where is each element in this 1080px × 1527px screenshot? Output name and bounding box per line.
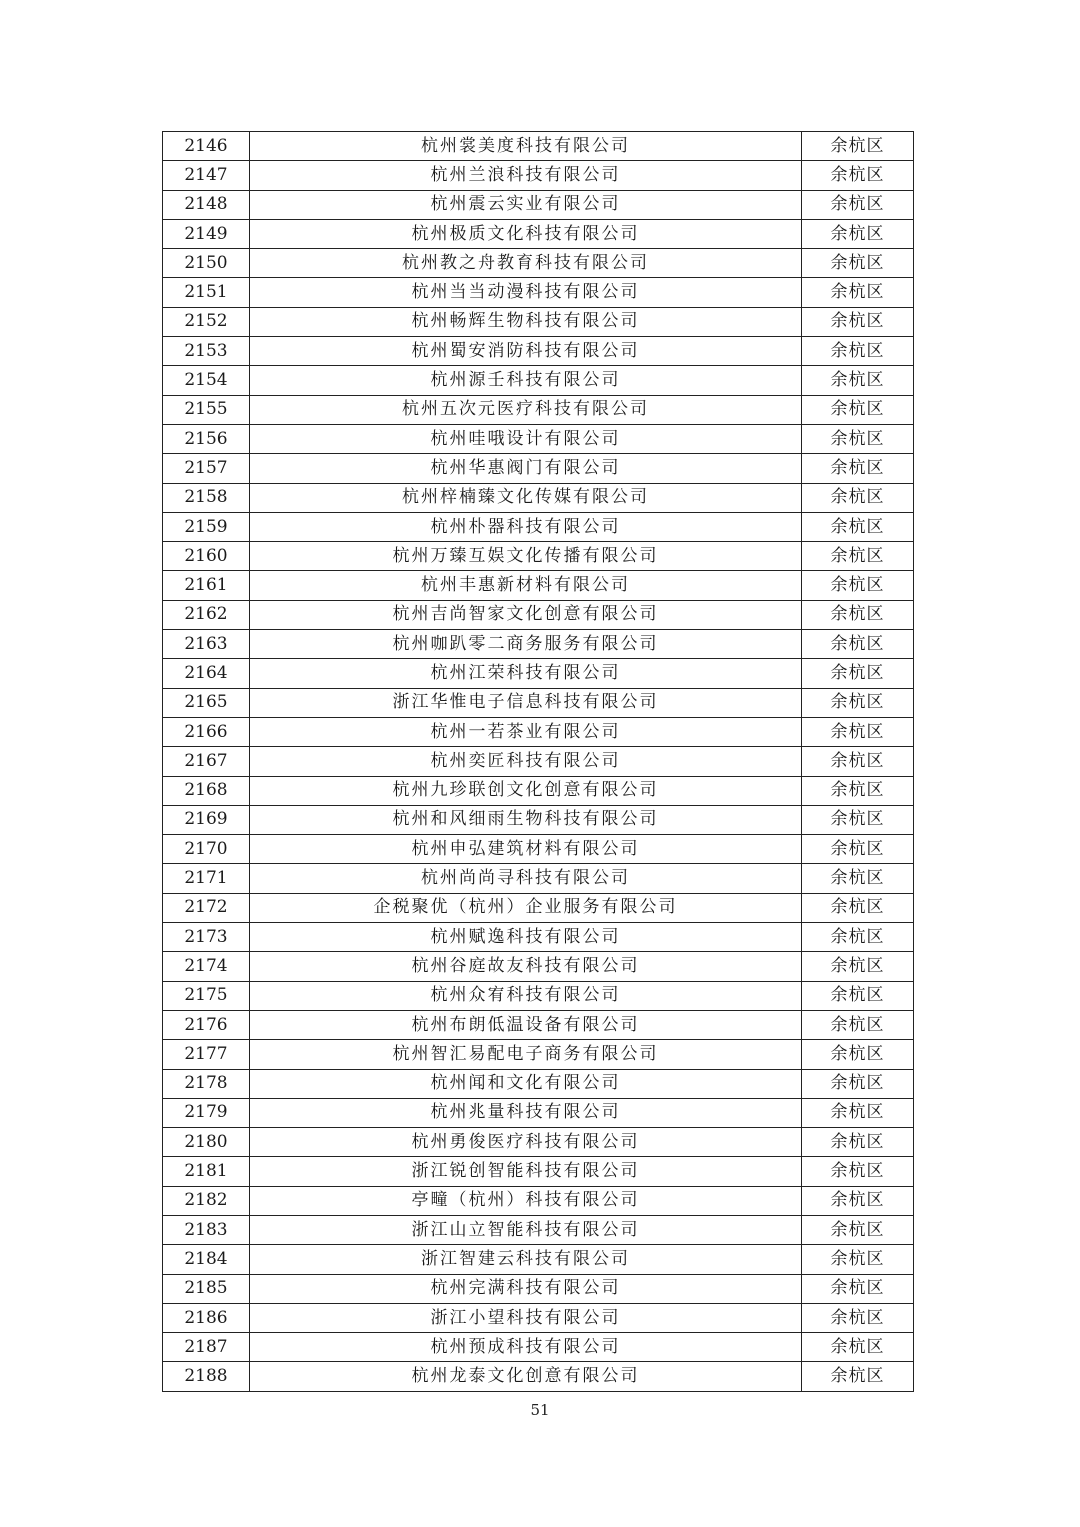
table-row: [163, 1245, 914, 1274]
company-name-cell: 杭州教之舟教育科技有限公司: [250, 249, 802, 278]
company-name-cell: 杭州奕匠科技有限公司: [250, 747, 802, 776]
district-cell: 余杭区: [802, 161, 914, 190]
company-name-cell: 杭州吉尚智家文化创意有限公司: [250, 600, 802, 629]
company-name-cell: 杭州咖趴零二商务服务有限公司: [250, 630, 802, 659]
table-row: [163, 483, 914, 512]
table-row: [163, 1333, 914, 1362]
row-number-cell: 2159: [163, 512, 250, 541]
company-name-cell: 杭州震云实业有限公司: [250, 190, 802, 219]
district-cell: 余杭区: [802, 424, 914, 453]
table-row: [163, 190, 914, 219]
table-row: [163, 542, 914, 571]
row-number-cell: 2180: [163, 1128, 250, 1157]
row-number-cell: 2149: [163, 219, 250, 248]
company-name-cell: 杭州一若茶业有限公司: [250, 717, 802, 746]
row-number-cell: 2183: [163, 1215, 250, 1244]
table-row: [163, 747, 914, 776]
row-number-cell: 2172: [163, 893, 250, 922]
table-row: [163, 1362, 914, 1391]
district-cell: 余杭区: [802, 893, 914, 922]
row-number-cell: 2177: [163, 1040, 250, 1069]
company-name-cell: 浙江华惟电子信息科技有限公司: [250, 688, 802, 717]
table-row: [163, 424, 914, 453]
row-number-cell: 2158: [163, 483, 250, 512]
district-cell: 余杭区: [802, 366, 914, 395]
row-number-cell: 2154: [163, 366, 250, 395]
company-name-cell: 杭州勇俊医疗科技有限公司: [250, 1128, 802, 1157]
company-name-cell: 杭州完满科技有限公司: [250, 1274, 802, 1303]
company-name-cell: 杭州丰惠新材料有限公司: [250, 571, 802, 600]
row-number-cell: 2153: [163, 337, 250, 366]
district-cell: 余杭区: [802, 952, 914, 981]
row-number-cell: 2175: [163, 981, 250, 1010]
table-row: [163, 776, 914, 805]
table-row: [163, 688, 914, 717]
district-cell: 余杭区: [802, 249, 914, 278]
row-number-cell: 2169: [163, 805, 250, 834]
district-cell: 余杭区: [802, 571, 914, 600]
company-name-cell: 杭州五次元医疗科技有限公司: [250, 395, 802, 424]
row-number-cell: 2186: [163, 1303, 250, 1332]
company-name-cell: 杭州华惠阀门有限公司: [250, 454, 802, 483]
company-name-cell: 杭州万臻互娱文化传播有限公司: [250, 542, 802, 571]
district-cell: 余杭区: [802, 1245, 914, 1274]
company-name-cell: 杭州当当动漫科技有限公司: [250, 278, 802, 307]
table-row: [163, 893, 914, 922]
table-row: [163, 1040, 914, 1069]
district-cell: 余杭区: [802, 864, 914, 893]
district-cell: 余杭区: [802, 805, 914, 834]
table-row: [163, 717, 914, 746]
row-number-cell: 2168: [163, 776, 250, 805]
company-name-cell: 杭州申弘建筑材料有限公司: [250, 835, 802, 864]
district-cell: 余杭区: [802, 1157, 914, 1186]
row-number-cell: 2162: [163, 600, 250, 629]
table-row: [163, 512, 914, 541]
table-row: [163, 132, 914, 161]
table-row: [163, 805, 914, 834]
district-cell: 余杭区: [802, 190, 914, 219]
company-name-cell: 浙江智建云科技有限公司: [250, 1245, 802, 1274]
table-row: [163, 1128, 914, 1157]
row-number-cell: 2150: [163, 249, 250, 278]
table-row: [163, 1274, 914, 1303]
row-number-cell: 2160: [163, 542, 250, 571]
company-name-cell: 杭州和风细雨生物科技有限公司: [250, 805, 802, 834]
district-cell: 余杭区: [802, 1098, 914, 1127]
table-row: [163, 864, 914, 893]
row-number-cell: 2184: [163, 1245, 250, 1274]
row-number-cell: 2178: [163, 1069, 250, 1098]
table-row: [163, 600, 914, 629]
row-number-cell: 2187: [163, 1333, 250, 1362]
table-row: [163, 366, 914, 395]
table-row: [163, 249, 914, 278]
row-number-cell: 2166: [163, 717, 250, 746]
district-cell: 余杭区: [802, 512, 914, 541]
row-number-cell: 2147: [163, 161, 250, 190]
district-cell: 余杭区: [802, 717, 914, 746]
row-number-cell: 2173: [163, 923, 250, 952]
table-row: [163, 161, 914, 190]
company-name-cell: 杭州预成科技有限公司: [250, 1333, 802, 1362]
company-name-cell: 杭州闻和文化有限公司: [250, 1069, 802, 1098]
table-row: [163, 219, 914, 248]
company-name-cell: 杭州蜀安消防科技有限公司: [250, 337, 802, 366]
row-number-cell: 2164: [163, 659, 250, 688]
company-name-cell: 杭州众宥科技有限公司: [250, 981, 802, 1010]
company-table-body: [163, 132, 914, 1392]
district-cell: 余杭区: [802, 219, 914, 248]
district-cell: 余杭区: [802, 395, 914, 424]
district-cell: 余杭区: [802, 1069, 914, 1098]
district-cell: 余杭区: [802, 337, 914, 366]
row-number-cell: 2156: [163, 424, 250, 453]
district-cell: 余杭区: [802, 835, 914, 864]
row-number-cell: 2146: [163, 132, 250, 161]
company-name-cell: 杭州尚尚寻科技有限公司: [250, 864, 802, 893]
company-name-cell: 杭州龙泰文化创意有限公司: [250, 1362, 802, 1391]
table-row: [163, 1303, 914, 1332]
company-name-cell: 浙江小望科技有限公司: [250, 1303, 802, 1332]
row-number-cell: 2181: [163, 1157, 250, 1186]
district-cell: 余杭区: [802, 776, 914, 805]
table-row: [163, 659, 914, 688]
page-number: 51: [530, 1401, 550, 1419]
district-cell: 余杭区: [802, 483, 914, 512]
district-cell: 余杭区: [802, 1215, 914, 1244]
district-cell: 余杭区: [802, 307, 914, 336]
district-cell: 余杭区: [802, 600, 914, 629]
district-cell: 余杭区: [802, 1040, 914, 1069]
district-cell: 余杭区: [802, 981, 914, 1010]
table-row: [163, 307, 914, 336]
district-cell: 余杭区: [802, 630, 914, 659]
district-cell: 余杭区: [802, 659, 914, 688]
company-name-cell: 杭州源壬科技有限公司: [250, 366, 802, 395]
district-cell: 余杭区: [802, 747, 914, 776]
company-table: [162, 131, 914, 1392]
company-name-cell: 杭州智汇易配电子商务有限公司: [250, 1040, 802, 1069]
district-cell: 余杭区: [802, 278, 914, 307]
row-number-cell: 2163: [163, 630, 250, 659]
table-row: [163, 1069, 914, 1098]
district-cell: 余杭区: [802, 1186, 914, 1215]
district-cell: 余杭区: [802, 454, 914, 483]
district-cell: 余杭区: [802, 1333, 914, 1362]
district-cell: 余杭区: [802, 1362, 914, 1391]
district-cell: 余杭区: [802, 688, 914, 717]
table-row: [163, 981, 914, 1010]
table-row: [163, 571, 914, 600]
row-number-cell: 2188: [163, 1362, 250, 1391]
table-row: [163, 395, 914, 424]
district-cell: 余杭区: [802, 1274, 914, 1303]
company-name-cell: 杭州谷庭故友科技有限公司: [250, 952, 802, 981]
row-number-cell: 2185: [163, 1274, 250, 1303]
table-row: [163, 454, 914, 483]
company-name-cell: 浙江山立智能科技有限公司: [250, 1215, 802, 1244]
district-cell: 余杭区: [802, 1010, 914, 1039]
company-name-cell: 杭州极质文化科技有限公司: [250, 219, 802, 248]
row-number-cell: 2151: [163, 278, 250, 307]
table-row: [163, 337, 914, 366]
company-name-cell: 杭州江荣科技有限公司: [250, 659, 802, 688]
company-name-cell: 杭州畅辉生物科技有限公司: [250, 307, 802, 336]
company-name-cell: 杭州梓楠臻文化传媒有限公司: [250, 483, 802, 512]
company-name-cell: 企税聚优（杭州）企业服务有限公司: [250, 893, 802, 922]
row-number-cell: 2148: [163, 190, 250, 219]
row-number-cell: 2170: [163, 835, 250, 864]
district-cell: 余杭区: [802, 132, 914, 161]
company-name-cell: 杭州朴器科技有限公司: [250, 512, 802, 541]
company-name-cell: 杭州九珍联创文化创意有限公司: [250, 776, 802, 805]
row-number-cell: 2161: [163, 571, 250, 600]
company-name-cell: 浙江锐创智能科技有限公司: [250, 1157, 802, 1186]
row-number-cell: 2155: [163, 395, 250, 424]
row-number-cell: 2157: [163, 454, 250, 483]
table-row: [163, 1186, 914, 1215]
table-row: [163, 1098, 914, 1127]
company-name-cell: 杭州哇哦设计有限公司: [250, 424, 802, 453]
table-row: [163, 630, 914, 659]
row-number-cell: 2152: [163, 307, 250, 336]
district-cell: 余杭区: [802, 1128, 914, 1157]
table-row: [163, 835, 914, 864]
row-number-cell: 2174: [163, 952, 250, 981]
row-number-cell: 2165: [163, 688, 250, 717]
company-name-cell: 亭疃（杭州）科技有限公司: [250, 1186, 802, 1215]
company-name-cell: 杭州兆量科技有限公司: [250, 1098, 802, 1127]
row-number-cell: 2179: [163, 1098, 250, 1127]
district-cell: 余杭区: [802, 542, 914, 571]
row-number-cell: 2182: [163, 1186, 250, 1215]
district-cell: 余杭区: [802, 923, 914, 952]
company-name-cell: 杭州兰浪科技有限公司: [250, 161, 802, 190]
row-number-cell: 2176: [163, 1010, 250, 1039]
table-row: [163, 1157, 914, 1186]
table-row: [163, 1215, 914, 1244]
company-name-cell: 杭州布朗低温设备有限公司: [250, 1010, 802, 1039]
table-row: [163, 278, 914, 307]
table-row: [163, 1010, 914, 1039]
table-row: [163, 952, 914, 981]
row-number-cell: 2171: [163, 864, 250, 893]
company-name-cell: 杭州裳美度科技有限公司: [250, 132, 802, 161]
company-name-cell: 杭州赋逸科技有限公司: [250, 923, 802, 952]
district-cell: 余杭区: [802, 1303, 914, 1332]
table-row: [163, 923, 914, 952]
row-number-cell: 2167: [163, 747, 250, 776]
